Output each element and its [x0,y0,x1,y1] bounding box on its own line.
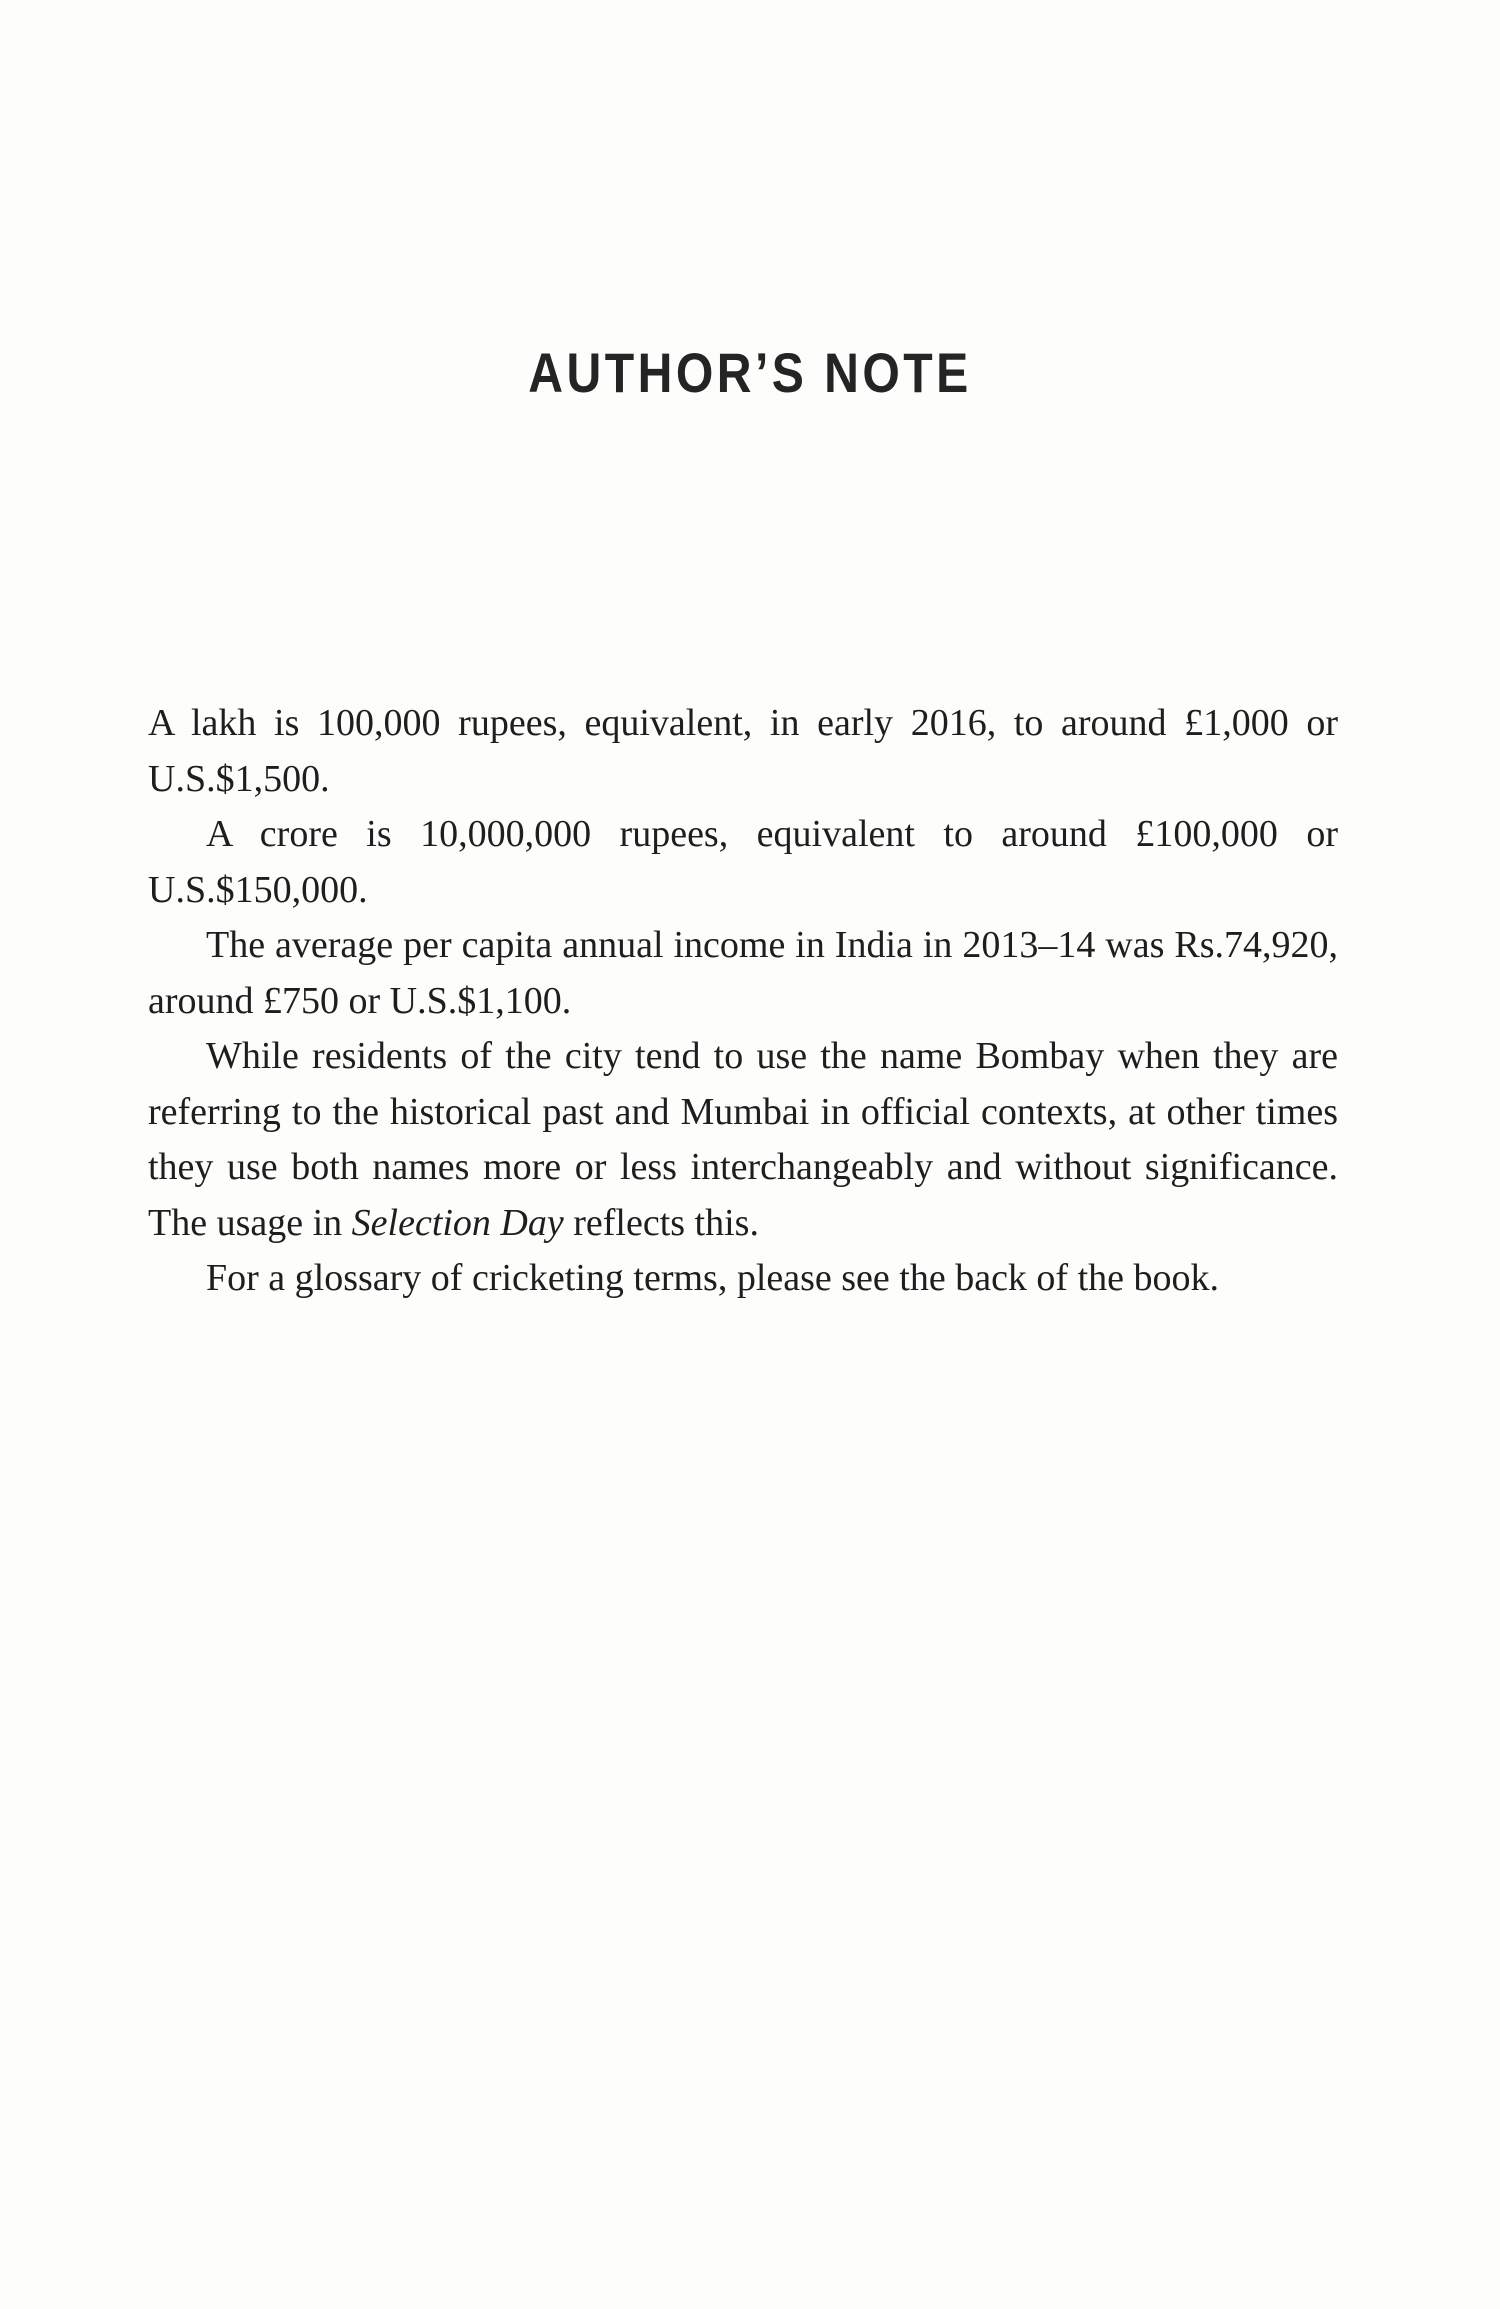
paragraph-glossary: For a glossary of cricketing terms, please see the back of the book. [206,1257,1220,1299]
authors-note-body [148,696,1338,1307]
bombay-text: While residents of the city tend to use the name Bombay when they are referring to the historical past and Mumbai in official contexts, at other times they use both names more or less interchangeably and without significance. The usage in [148,1035,1338,1244]
paragraph-crore: A crore is 10,000,000 rupees, equivalent to around £100,000 or U.S.$150,000. [148,813,1338,911]
paragraph-income: The average per capita annual income in India in 2013–14 was Rs.74,920, around £750 or U.S.$1,100. [148,924,1338,1022]
paragraph-lakh: A lakh is 100,000 rupees, equivalent, in early 2016, to around £1,000 or U.S.$1,500. [148,702,1338,800]
page-title: AUTHOR’S NOTE [528,341,972,404]
book-title: Selection Day [351,1201,564,1244]
bombay-text-end: reflects this. [563,1201,759,1244]
paragraph-bombay-mumbai [148,1029,1338,1251]
